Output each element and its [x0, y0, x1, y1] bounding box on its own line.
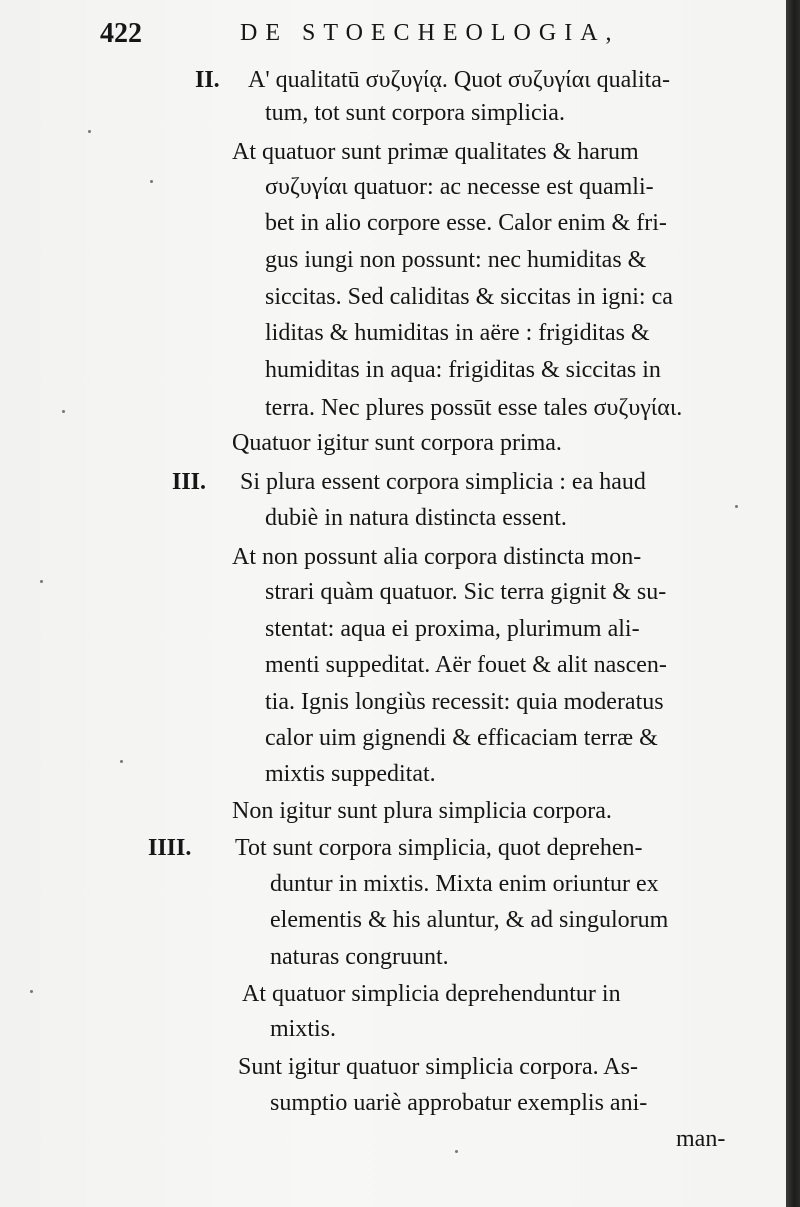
text-line: At quatuor sunt primæ qualitates & harum [232, 139, 639, 165]
page-number: 422 [100, 18, 142, 49]
text-line: Si plura essent corpora simplicia : ea haud [240, 469, 646, 495]
section-marker-ii: II. [195, 67, 220, 93]
paper-speck [120, 760, 123, 763]
text-line: tia. Ignis longiùs recessit: quia moderatus [265, 689, 664, 715]
section-marker-iii: III. [172, 469, 207, 495]
text-line: stentat: aqua ei proxima, plurimum ali- [265, 616, 640, 642]
text-line: At quatuor simplicia deprehenduntur in [242, 981, 621, 1007]
text-line: bet in alio corpore esse. Calor enim & fri- [265, 210, 667, 236]
running-title: DE STOECHEOLOGIA, [240, 20, 620, 46]
text-line: Sunt igitur quatuor simplicia corpora. As- [238, 1054, 638, 1080]
paper-speck [88, 130, 91, 133]
text-line: strari quàm quatuor. Sic terra gignit & su- [265, 579, 667, 605]
text-line: At non possunt alia corpora distincta mon- [232, 544, 642, 570]
paper-speck [150, 180, 153, 183]
section-marker-iiii: IIII. [148, 835, 192, 861]
text-line: duntur in mixtis. Mixta enim oriuntur ex [270, 871, 659, 897]
text-line: A' qualitatū συζυγίᾳ. Quot συζυγίαι qualita- [248, 67, 670, 93]
text-line: liditas & humiditas in aëre : frigiditas & [265, 320, 650, 346]
text-line: tum, tot sunt corpora simplicia. [265, 100, 565, 126]
page-header [100, 18, 660, 54]
text-line: Tot sunt corpora simplicia, quot deprehen- [235, 835, 643, 861]
text-line: mixtis suppeditat. [265, 761, 436, 787]
text-line: mixtis. [270, 1016, 337, 1042]
text-line: calor uim gignendi & efficaciam terræ & [265, 725, 658, 751]
text-line: dubiè in natura distincta essent. [265, 505, 567, 531]
paper-speck [62, 410, 65, 413]
text-line: menti suppeditat. Aër fouet & alit nascen- [265, 652, 667, 678]
paper-speck [40, 580, 43, 583]
text-line: Quatuor igitur sunt corpora prima. [232, 430, 562, 456]
text-line: sumptio uariè approbatur exemplis ani- [270, 1090, 648, 1116]
catchword: man- [676, 1126, 726, 1152]
book-gutter-shadow [786, 0, 800, 1207]
text-line: συζυγίαι quatuor: ac necesse est quamli- [265, 174, 654, 200]
paper-speck [30, 990, 33, 993]
paper-speck [735, 505, 738, 508]
text-line: humiditas in aqua: frigiditas & siccitas in [265, 357, 661, 383]
text-line: elementis & his aluntur, & ad singulorum [270, 907, 669, 933]
text-line: terra. Nec plures possūt esse tales συζυγίαι. [265, 395, 683, 421]
text-line: Non igitur sunt plura simplicia corpora. [232, 798, 612, 824]
text-line: gus iungi non possunt: nec humiditas & [265, 247, 647, 273]
paper-speck [455, 1150, 458, 1153]
text-line: siccitas. Sed caliditas & siccitas in igni: ca [265, 284, 673, 310]
text-line: naturas congruunt. [270, 944, 449, 970]
